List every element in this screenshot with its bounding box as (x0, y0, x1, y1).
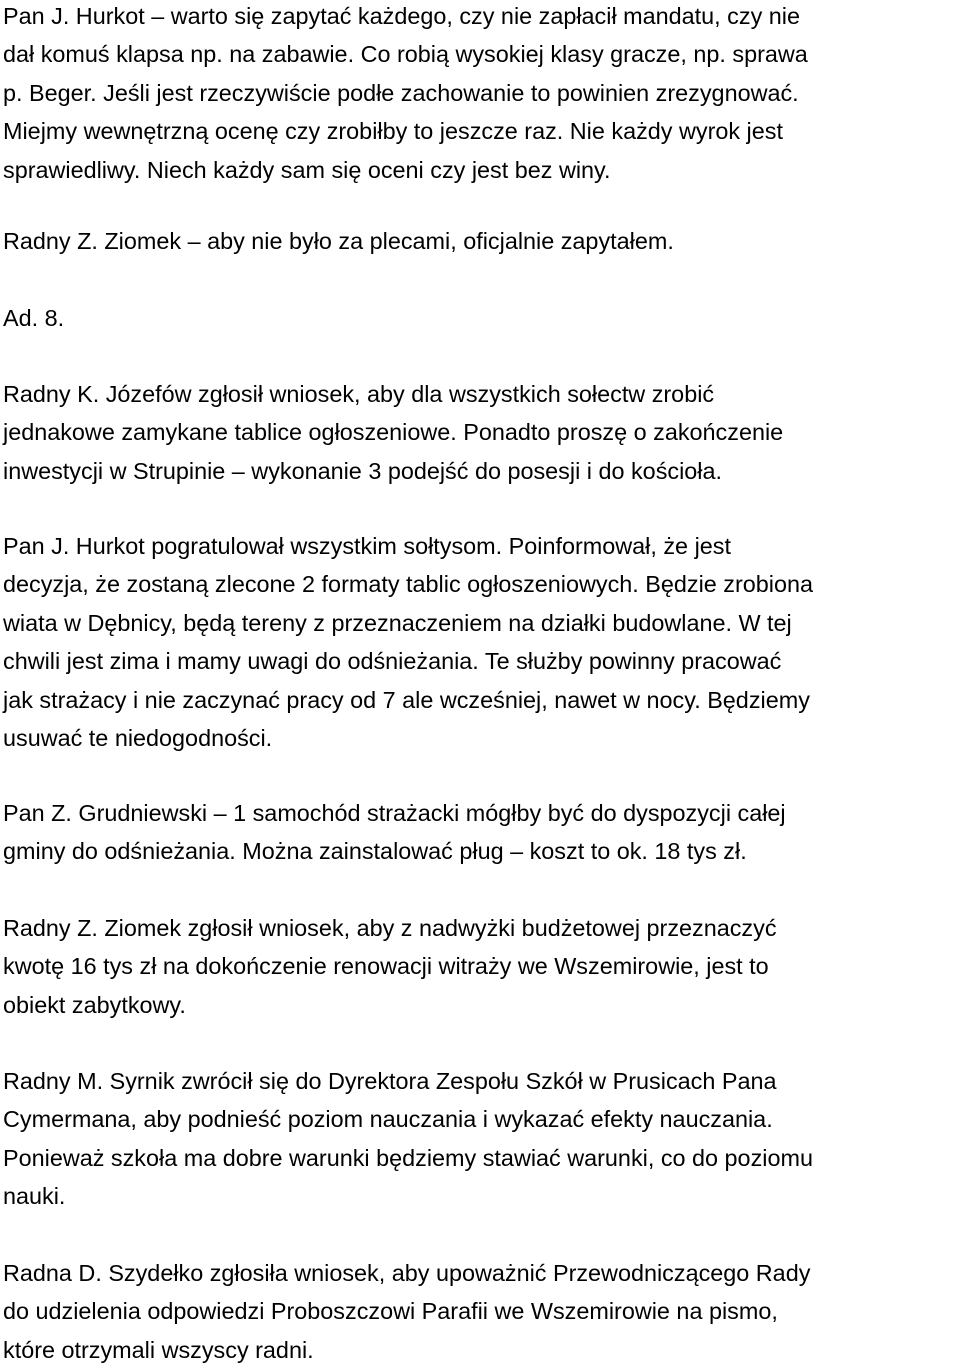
text-line: Pan J. Hurkot – warto się zapytać każdego, czy nie zapłacił mandatu, czy nie (3, 3, 800, 29)
text-line: Cymermana, aby podnieść poziom nauczania i wykazać efekty nauczania. (3, 1106, 773, 1133)
text-line: chwili jest zima i mamy uwagi do odśnieżania. Te służby powinny pracować (3, 648, 782, 675)
text-line: nauki. (3, 1183, 66, 1210)
text-line: wiata w Dębnicy, będą tereny z przeznaczeniem na działki budowlane. W tej (3, 609, 792, 636)
text-line: Radny M. Syrnik zwrócił się do Dyrektora Zespołu Szkół w Prusicach Pana (3, 1068, 777, 1094)
text-line: dał komuś klapsa np. na zabawie. Co robią wysokiej klasy gracze, np. sprawa (3, 41, 808, 68)
text-line: inwestycji w Strupinie – wykonanie 3 podejść do posesji i do kościoła. (3, 457, 722, 484)
text-line: Radny Z. Ziomek zgłosił wniosek, aby z nadwyżki budżetowej przeznaczyć (3, 915, 777, 941)
text-line: Radny Z. Ziomek – aby nie było za plecami, oficjalnie zapytałem. (3, 228, 674, 254)
text-line: p. Beger. Jeśli jest rzeczywiście podłe zachowanie to powinien zrezygnować. (3, 79, 799, 106)
text-line: do udzielenia odpowiedzi Proboszczowi Parafii we Wszemirowie na pismo, (3, 1298, 778, 1325)
text-line: Ponieważ szkoła ma dobre warunki będziemy stawiać warunki, co do poziomu (3, 1144, 813, 1171)
text-line: Miejmy wewnętrzną ocenę czy zrobiłby to jeszcze raz. Nie każdy wyrok jest (3, 118, 783, 145)
text-line: kwotę 16 tys zł na dokończenie renowacji witraży we Wszemirowie, jest to (3, 953, 769, 980)
text-line: decyzja, że zostaną zlecone 2 formaty tablic ogłoszeniowych. Będzie zrobiona (3, 571, 814, 598)
text-line: gminy do odśnieżania. Można zainstalować pług – koszt to ok. 18 tys zł. (3, 838, 747, 865)
text-line: jednakowe zamykane tablice ogłoszeniowe. Ponadto proszę o zakończenie (3, 419, 784, 446)
text-line: Pan Z. Grudniewski – 1 samochód strażacki mógłby być do dyspozycji całej (3, 800, 786, 826)
text-line: Radna D. Szydełko zgłosiła wniosek, aby upoważnić Przewodniczącego Rady (3, 1260, 811, 1286)
text-line: sprawiedliwy. Niech każdy sam się oceni czy jest bez winy. (3, 156, 611, 183)
text-line: Ad. 8. (3, 305, 65, 331)
text-line: Pan J. Hurkot pogratulował wszystkim sołtysom. Poinformował, że jest (3, 533, 731, 559)
text-line: które otrzymali wszyscy radni. (3, 1336, 314, 1363)
text-line: Radny K. Józefów zgłosił wniosek, aby dla wszystkich sołectw zrobić (3, 381, 715, 407)
text-line: jak strażacy i nie zaczynać pracy od 7 ale wcześniej, nawet w nocy. Będziemy (3, 686, 810, 713)
text-line: obiekt zabytkowy. (3, 991, 186, 1018)
text-line: usuwać te niedogodności. (3, 725, 273, 751)
